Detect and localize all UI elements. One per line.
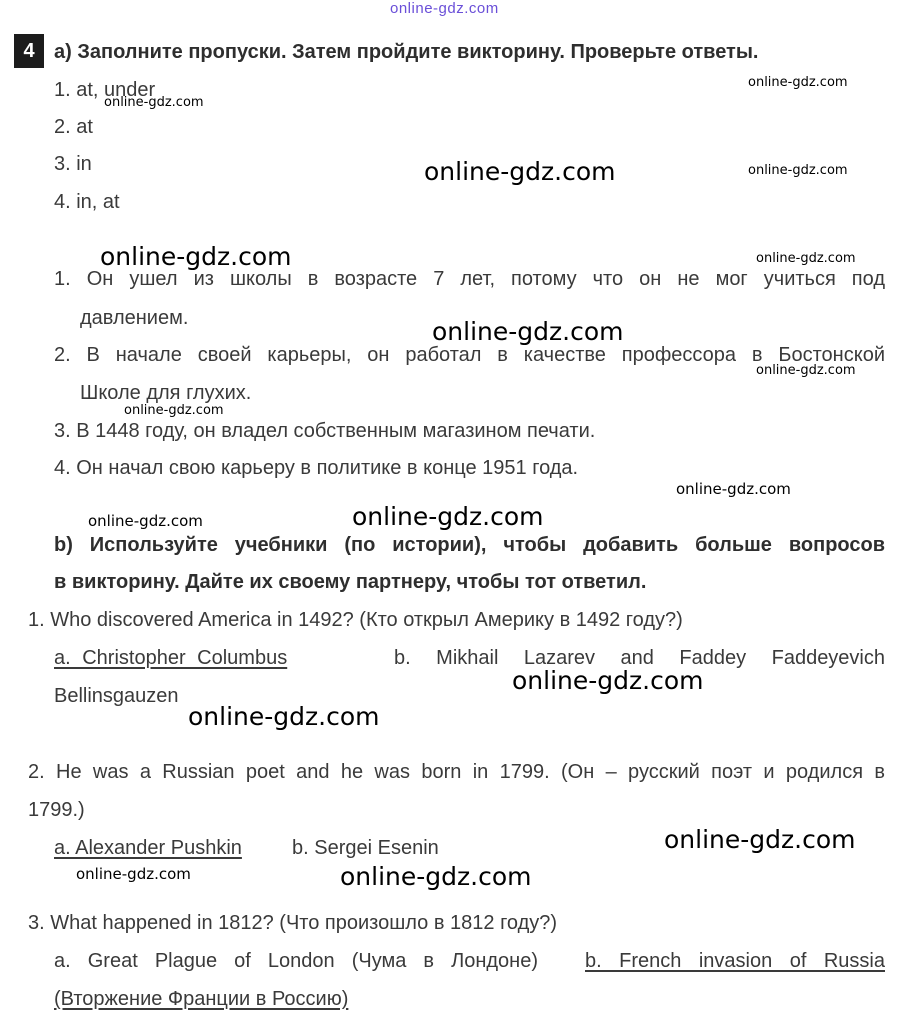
translation-2-line1: 2. В начале своей карьеры, он работал в качестве профессора в Бостонской bbox=[54, 344, 885, 366]
watermark: online-gdz.com bbox=[748, 75, 848, 90]
watermark: online-gdz.com bbox=[748, 163, 848, 178]
quiz-q2-answer-a: a. Alexander Pushkin bbox=[54, 837, 242, 859]
quiz-question-2-line1: 2. He was a Russian poet and he was born in 1799. (Он – русский поэт и родился в bbox=[28, 761, 885, 783]
watermark-top: online-gdz.com bbox=[390, 0, 499, 17]
exercise-number-badge: 4 bbox=[14, 34, 44, 68]
watermark: online-gdz.com bbox=[756, 251, 856, 266]
watermark: online-gdz.com bbox=[188, 702, 380, 731]
quiz-question-2-line2: 1799.) bbox=[28, 799, 85, 821]
watermark: online-gdz.com bbox=[512, 666, 704, 695]
watermark: online-gdz.com bbox=[340, 862, 532, 891]
answer-1: 1. at, under bbox=[54, 79, 156, 101]
answer-2: 2. at bbox=[54, 116, 93, 138]
quiz-question-1: 1. Who discovered America in 1492? (Кто открыл Америку в 1492 году?) bbox=[28, 609, 683, 631]
watermark: online-gdz.com bbox=[676, 480, 791, 498]
watermark: online-gdz.com bbox=[76, 865, 191, 883]
watermark: online-gdz.com bbox=[124, 403, 224, 418]
quiz-question-3: 3. What happened in 1812? (Что произошло в 1812 году?) bbox=[28, 912, 558, 934]
watermark: online-gdz.com bbox=[432, 317, 624, 346]
watermark: online-gdz.com bbox=[88, 512, 203, 530]
quiz-q3-answer-b-line2: (Вторжение Франции в Россию) bbox=[54, 988, 349, 1010]
watermark: online-gdz.com bbox=[424, 157, 616, 186]
quiz-q3-answer-b: b. French invasion of Russia bbox=[585, 950, 885, 972]
translation-2-line2: Школе для глухих. bbox=[80, 382, 252, 404]
task-b-heading-line1: b) Используйте учебники (по истории), чтобы добавить больше вопросов bbox=[54, 534, 885, 556]
translation-1-line2: давлением. bbox=[80, 307, 189, 329]
quiz-q1-answer-a: a. Christopher Columbus bbox=[54, 647, 288, 669]
quiz-q2-answer-b: b. Sergei Esenin bbox=[292, 837, 439, 859]
translation-4: 4. Он начал свою карьеру в политике в конце 1951 года. bbox=[54, 457, 579, 479]
answer-3: 3. in bbox=[54, 153, 92, 175]
task-a-heading: a) Заполните пропуски. Затем пройдите викторину. Проверьте ответы. bbox=[54, 41, 759, 63]
answer-4: 4. in, at bbox=[54, 191, 120, 213]
task-b-heading-line2: в викторину. Дайте их своему партнеру, чтобы тот ответил. bbox=[54, 571, 647, 593]
watermark: online-gdz.com bbox=[352, 502, 544, 531]
watermark: online-gdz.com bbox=[664, 825, 856, 854]
quiz-q1-answer-b: b. Mikhail Lazarev and Faddey Faddeyevich bbox=[394, 647, 885, 669]
translation-3: 3. В 1448 году, он владел собственным магазином печати. bbox=[54, 420, 596, 442]
quiz-q1-answer-b-line2: Bellinsgauzen bbox=[54, 685, 179, 707]
quiz-q3-answer-a: a. Great Plague of London (Чума в Лондоне) bbox=[54, 950, 538, 972]
watermark: online-gdz.com bbox=[756, 363, 856, 378]
translation-1-line1: 1. Он ушел из школы в возрасте 7 лет, потому что он не мог учиться под bbox=[54, 268, 885, 290]
watermark: online-gdz.com bbox=[100, 242, 292, 271]
watermark: online-gdz.com bbox=[104, 95, 204, 110]
